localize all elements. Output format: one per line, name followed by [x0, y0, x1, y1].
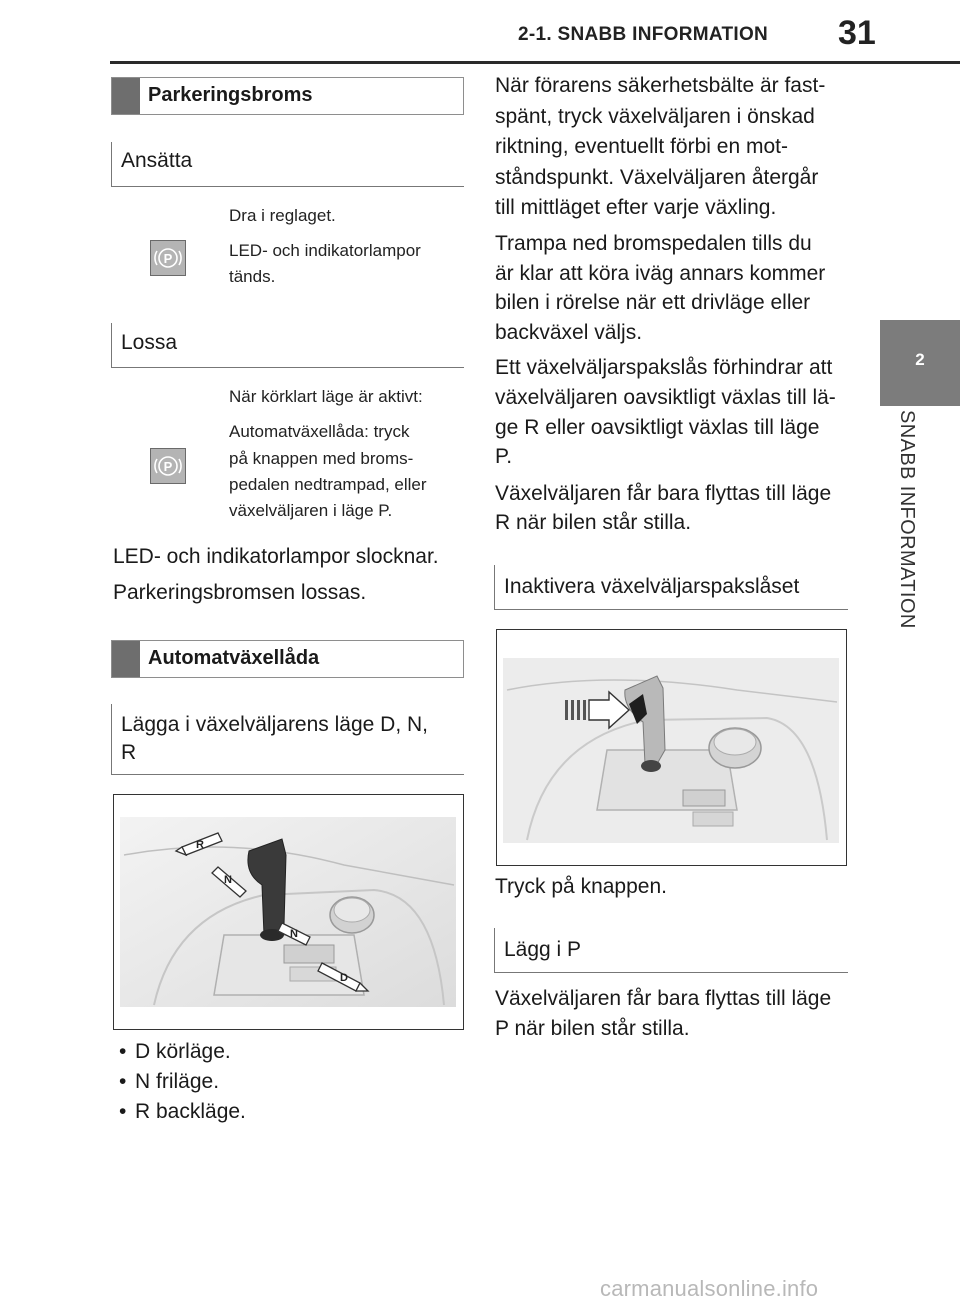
chapter-title-text: SNABB INFORMATION — [896, 410, 918, 629]
paragraph-belt-4: ståndspunkt. Växelväljaren återgår — [495, 166, 819, 189]
release-step-1: När körklart läge är aktivt: — [229, 387, 423, 406]
subheading-park — [494, 928, 848, 973]
paragraph-lock-2: växelväljaren oavsiktligt växlas till lä- — [495, 386, 836, 409]
paragraph-belt-3: riktning, eventuellt förbi en mot- — [495, 135, 788, 158]
paragraph-reverse-1: Växelväljaren får bara flyttas till läge — [495, 482, 832, 505]
svg-text:P: P — [163, 459, 173, 474]
heading-label: Automatväxellåda — [148, 647, 320, 669]
parking-brake-icon — [150, 448, 186, 484]
page-number: 31 — [838, 14, 876, 52]
chapter-number: 2 — [915, 350, 925, 369]
apply-step-2b: tänds. — [229, 267, 276, 286]
watermark: carmanualsonline.info — [600, 1276, 819, 1301]
section-title: 2-1. SNABB INFORMATION — [518, 24, 769, 45]
subheading-select-gear-line2: R — [121, 741, 137, 764]
heading-label: Parkeringsbroms — [148, 84, 313, 106]
subheading-release — [111, 323, 464, 368]
chapter-title — [862, 410, 942, 640]
paragraph-reverse-2: R när bilen står stilla. — [495, 511, 692, 534]
paragraph-brake-2: är klar att köra iväg annars kommer — [495, 262, 826, 285]
bullet-drive: • D körläge. — [135, 1036, 231, 1067]
park-text-1: Växelväljaren får bara flyttas till läge — [495, 987, 832, 1010]
gear-selector-figure — [113, 794, 464, 1030]
paragraph-brake-3: bilen i rörelse när ett drivläge eller — [495, 291, 811, 314]
release-step-2a: Automatväxellåda: tryck — [229, 422, 410, 441]
paragraph-lock-4: P. — [495, 445, 513, 468]
paragraph-brake-1: Trampa ned bromspedalen tills du — [495, 232, 812, 255]
subheading-park-label: Lägg i P — [504, 938, 582, 961]
heading-parking-brake — [111, 77, 464, 115]
paragraph-lock-1: Ett växelväljarspakslås förhindrar att — [495, 356, 833, 379]
release-step-2b: på knappen med broms- — [229, 449, 414, 468]
svg-text:P: P — [163, 251, 173, 266]
paragraph-belt-2: spänt, tryck växelväljaren i önskad — [495, 105, 815, 128]
figure-label-n2: N — [290, 928, 298, 940]
figure-label-r: R — [196, 839, 204, 851]
subheading-deactivate-lock — [494, 565, 848, 610]
subheading-deactivate-lock-label: Inaktivera växelväljarspakslåset — [504, 575, 800, 598]
paragraph-belt-1: När förarens säkerhetsbälte är fast- — [495, 74, 826, 97]
park-text-2: P när bilen står stilla. — [495, 1017, 690, 1040]
bullet-reverse: • R backläge. — [135, 1096, 246, 1127]
subheading-select-gear — [111, 704, 464, 775]
bullet-neutral: • N friläge. — [135, 1066, 219, 1097]
caption-press-button: Tryck på knappen. — [495, 875, 667, 898]
release-result-1: LED- och indikatorlampor slocknar. — [113, 545, 439, 568]
figure-label-d: D — [340, 972, 348, 984]
lock-release-figure — [496, 629, 847, 866]
header-rule — [110, 61, 960, 64]
heading-bar — [112, 641, 140, 677]
heading-bar — [112, 78, 140, 114]
subheading-select-gear-line1: Lägga i växelväljarens läge D, N, — [121, 713, 429, 736]
heading-automatic — [111, 640, 464, 678]
release-step-2c: pedalen nedtrampad, eller — [229, 475, 427, 494]
parking-brake-icon — [150, 240, 186, 276]
paragraph-brake-4: backväxel väljs. — [495, 321, 643, 344]
apply-step-1: Dra i reglaget. — [229, 206, 336, 225]
paragraph-lock-3: ge R eller oavsiktligt växlas till läge — [495, 416, 820, 439]
subheading-release-label: Lossa — [121, 331, 178, 354]
subheading-apply — [111, 142, 464, 187]
subheading-apply-label: Ansätta — [121, 149, 193, 172]
apply-step-2a: LED- och indikatorlampor — [229, 241, 421, 260]
figure-label-n1: N — [224, 874, 232, 886]
paragraph-belt-5: till mittläget efter varje växling. — [495, 196, 777, 219]
release-step-2d: växelväljaren i läge P. — [229, 501, 393, 520]
release-result-2: Parkeringsbromsen lossas. — [113, 581, 367, 604]
